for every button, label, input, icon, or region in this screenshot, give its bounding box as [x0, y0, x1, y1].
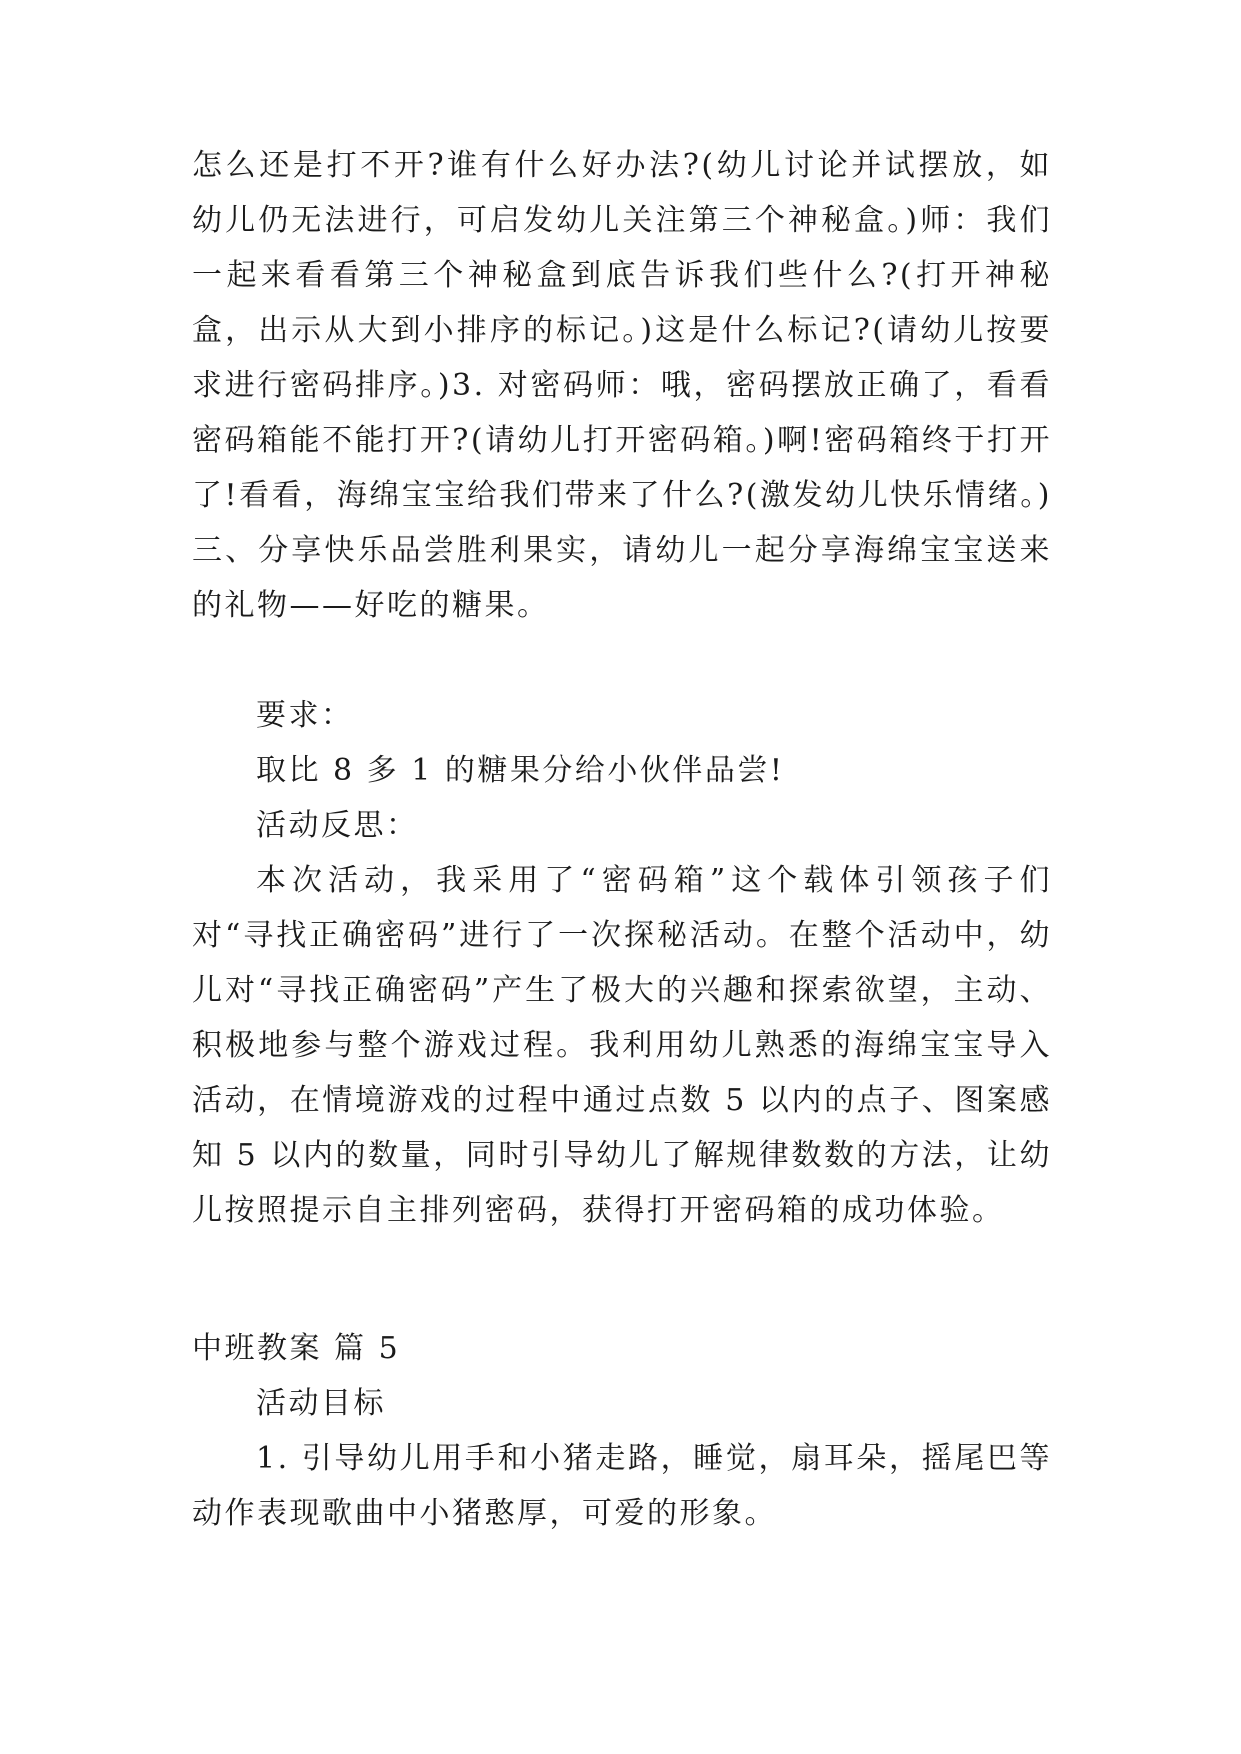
goal-item-1: 1. 引导幼儿用手和小猪走路，睡觉，扇耳朵，摇尾巴等动作表现歌曲中小猪憨厚，可爱的形象。 — [192, 1441, 1052, 1531]
requirement-text: 取比 8 多 1 的糖果分给小伙伴品尝! — [256, 753, 785, 788]
reflection-label: 活动反思： — [256, 808, 419, 843]
section-title: 中班教案 篇 5 — [192, 1331, 401, 1366]
continuation-paragraph: 怎么还是打不开?谁有什么好办法?(幼儿讨论并试摆放，如幼儿仍无法进行，可启发幼儿关注第三个神秘盒。)师：我们一起来看看第三个神秘盒到底告诉我们些什么?(打开神秘盒，出示从大到小排序的标记。)这是什么标记?(请幼儿按要求进行密码排序。)3. 对密码师：哦，密码摆放正确了，看看密码箱能不能打开?(请幼儿打开密码箱。)啊!密码箱终于打开了!看看，海绵宝宝给我们带来了什么?(激发幼儿快乐情绪。)三、分享快乐品尝胜利果实，请幼儿一起分享海绵宝宝送来的礼物——好吃的糖果。 — [192, 148, 1052, 623]
requirement-label: 要求： — [256, 698, 354, 733]
reflection-paragraph: 本次活动，我采用了“密码箱”这个载体引领孩子们对“寻找正确密码”进行了一次探秘活动。在整个活动中，幼儿对“寻找正确密码”产生了极大的兴趣和探索欲望，主动、积极地参与整个游戏过程。我利用幼儿熟悉的海绵宝宝导入活动，在情境游戏的过程中通过点数 5 以内的点子、图案感知 5 以内的数量，同时引导幼儿了解规律数数的方法，让幼儿按照提示自主排列密码，获得打开密码箱的成功体验。 — [192, 863, 1052, 1228]
goal-label: 活动目标 — [256, 1386, 386, 1421]
